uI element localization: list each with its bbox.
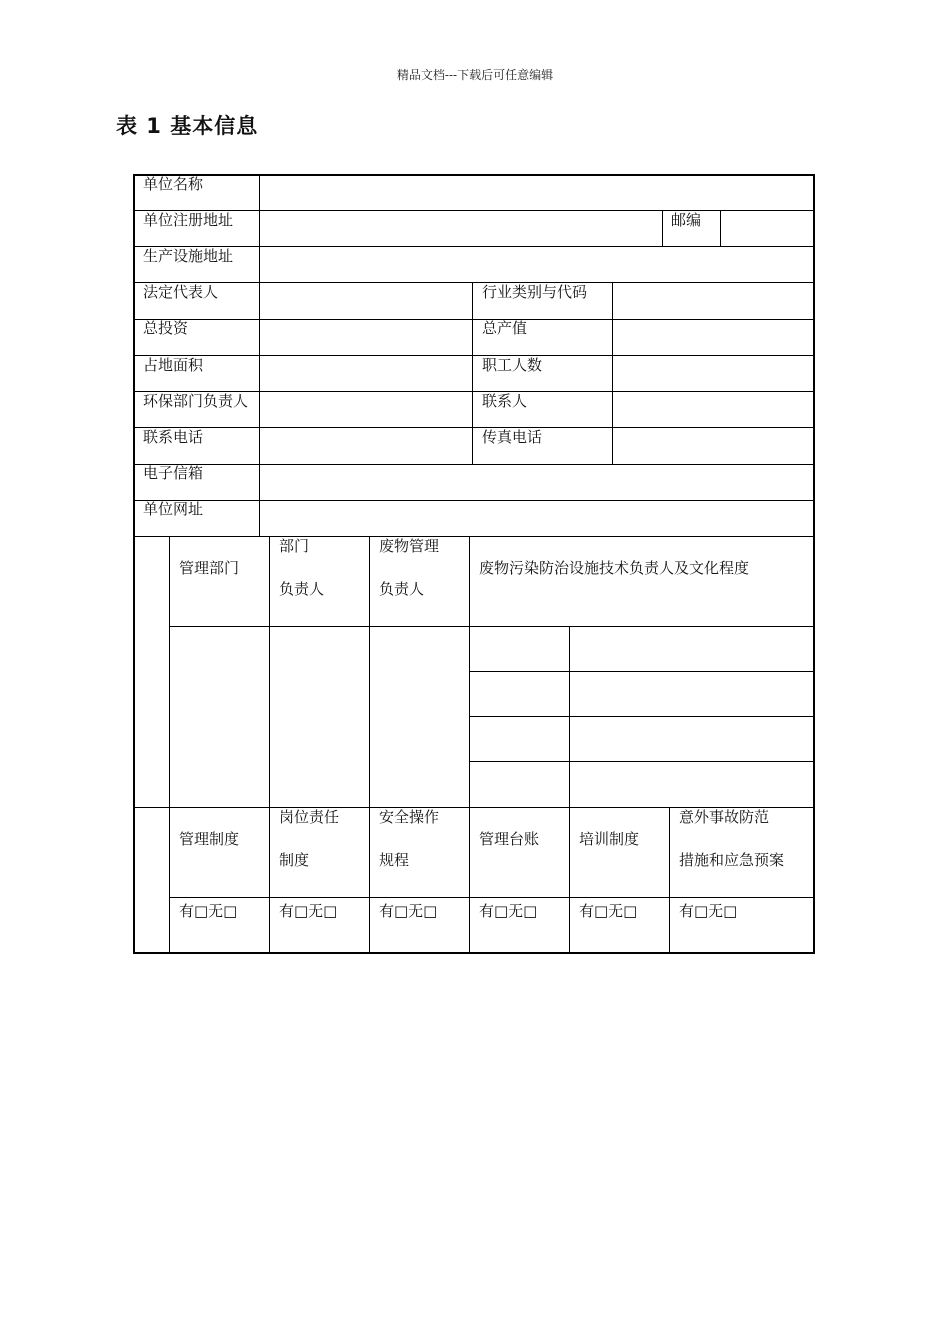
col-divider xyxy=(662,210,663,246)
row-divider xyxy=(134,210,814,211)
col-divider xyxy=(612,282,613,464)
label-fax: 传真电话 xyxy=(482,428,543,446)
label-land-area: 占地面积 xyxy=(143,356,204,374)
option-post-resp[interactable]: 有□无□ xyxy=(279,902,338,920)
row-divider xyxy=(134,355,814,356)
option-training[interactable]: 有□无□ xyxy=(579,902,638,920)
label-mgmt-system: 管理制度 xyxy=(179,830,240,848)
label-waste-head-line1: 废物管理 xyxy=(379,537,440,555)
label-safety-line2: 规程 xyxy=(379,851,410,869)
col-divider xyxy=(720,210,721,246)
label-post-resp-line1: 岗位责任 xyxy=(279,808,340,826)
option-safety[interactable]: 有□无□ xyxy=(379,902,438,920)
label-website: 单位网址 xyxy=(143,500,204,518)
col-divider xyxy=(569,807,570,953)
option-mgmt-system[interactable]: 有□无□ xyxy=(179,902,238,920)
row-divider xyxy=(170,626,814,627)
label-unit-name: 单位名称 xyxy=(143,175,204,193)
label-accident-line1: 意外事故防范 xyxy=(679,808,770,826)
table-border-top xyxy=(133,174,815,176)
col-divider xyxy=(269,536,270,953)
row-divider xyxy=(469,716,814,717)
col-divider xyxy=(669,807,670,953)
col-divider xyxy=(472,282,473,464)
label-facility-address: 生产设施地址 xyxy=(143,247,234,265)
row-divider xyxy=(134,500,814,501)
label-env-head: 环保部门负责人 xyxy=(143,392,249,410)
label-contact: 联系人 xyxy=(482,392,528,410)
row-divider xyxy=(469,761,814,762)
label-postcode: 邮编 xyxy=(671,211,702,229)
table-border-bottom xyxy=(133,952,815,954)
label-total-investment: 总投资 xyxy=(143,319,189,337)
option-accident[interactable]: 有□无□ xyxy=(679,902,738,920)
col-divider xyxy=(469,536,470,953)
label-dept-head-line1: 部门 xyxy=(279,537,310,555)
label-training: 培训制度 xyxy=(579,830,640,848)
label-waste-head-line2: 负责人 xyxy=(379,580,425,598)
table-border-right xyxy=(813,174,815,954)
col-divider xyxy=(369,536,370,953)
label-tech-head: 废物污染防治设施技术负责人及文化程度 xyxy=(479,559,750,577)
label-mgmt-dept: 管理部门 xyxy=(179,559,240,577)
label-phone: 联系电话 xyxy=(143,428,204,446)
label-ledger: 管理台账 xyxy=(479,830,540,848)
row-divider xyxy=(134,319,814,320)
option-ledger[interactable]: 有□无□ xyxy=(479,902,538,920)
page-title: 表 1 基本信息 xyxy=(116,114,259,138)
label-total-output: 总产值 xyxy=(482,319,528,337)
col-divider xyxy=(169,536,170,953)
col-divider xyxy=(259,175,260,536)
row-divider xyxy=(134,282,814,283)
row-divider xyxy=(469,671,814,672)
label-dept-head-line2: 负责人 xyxy=(279,580,325,598)
row-divider xyxy=(134,246,814,247)
row-divider xyxy=(170,897,814,898)
label-reg-address: 单位注册地址 xyxy=(143,211,234,229)
label-legal-rep: 法定代表人 xyxy=(143,283,219,301)
label-industry: 行业类别与代码 xyxy=(482,283,588,301)
row-divider xyxy=(134,427,814,428)
label-post-resp-line2: 制度 xyxy=(279,851,310,869)
label-accident-line2: 措施和应急预案 xyxy=(679,851,785,869)
header-note: 精品文档---下载后可任意编辑 xyxy=(396,68,554,82)
table-border-left xyxy=(133,174,135,954)
row-divider xyxy=(134,464,814,465)
label-employees: 职工人数 xyxy=(482,356,543,374)
label-safety-line1: 安全操作 xyxy=(379,808,440,826)
row-divider xyxy=(134,536,814,537)
label-email: 电子信箱 xyxy=(143,464,204,482)
